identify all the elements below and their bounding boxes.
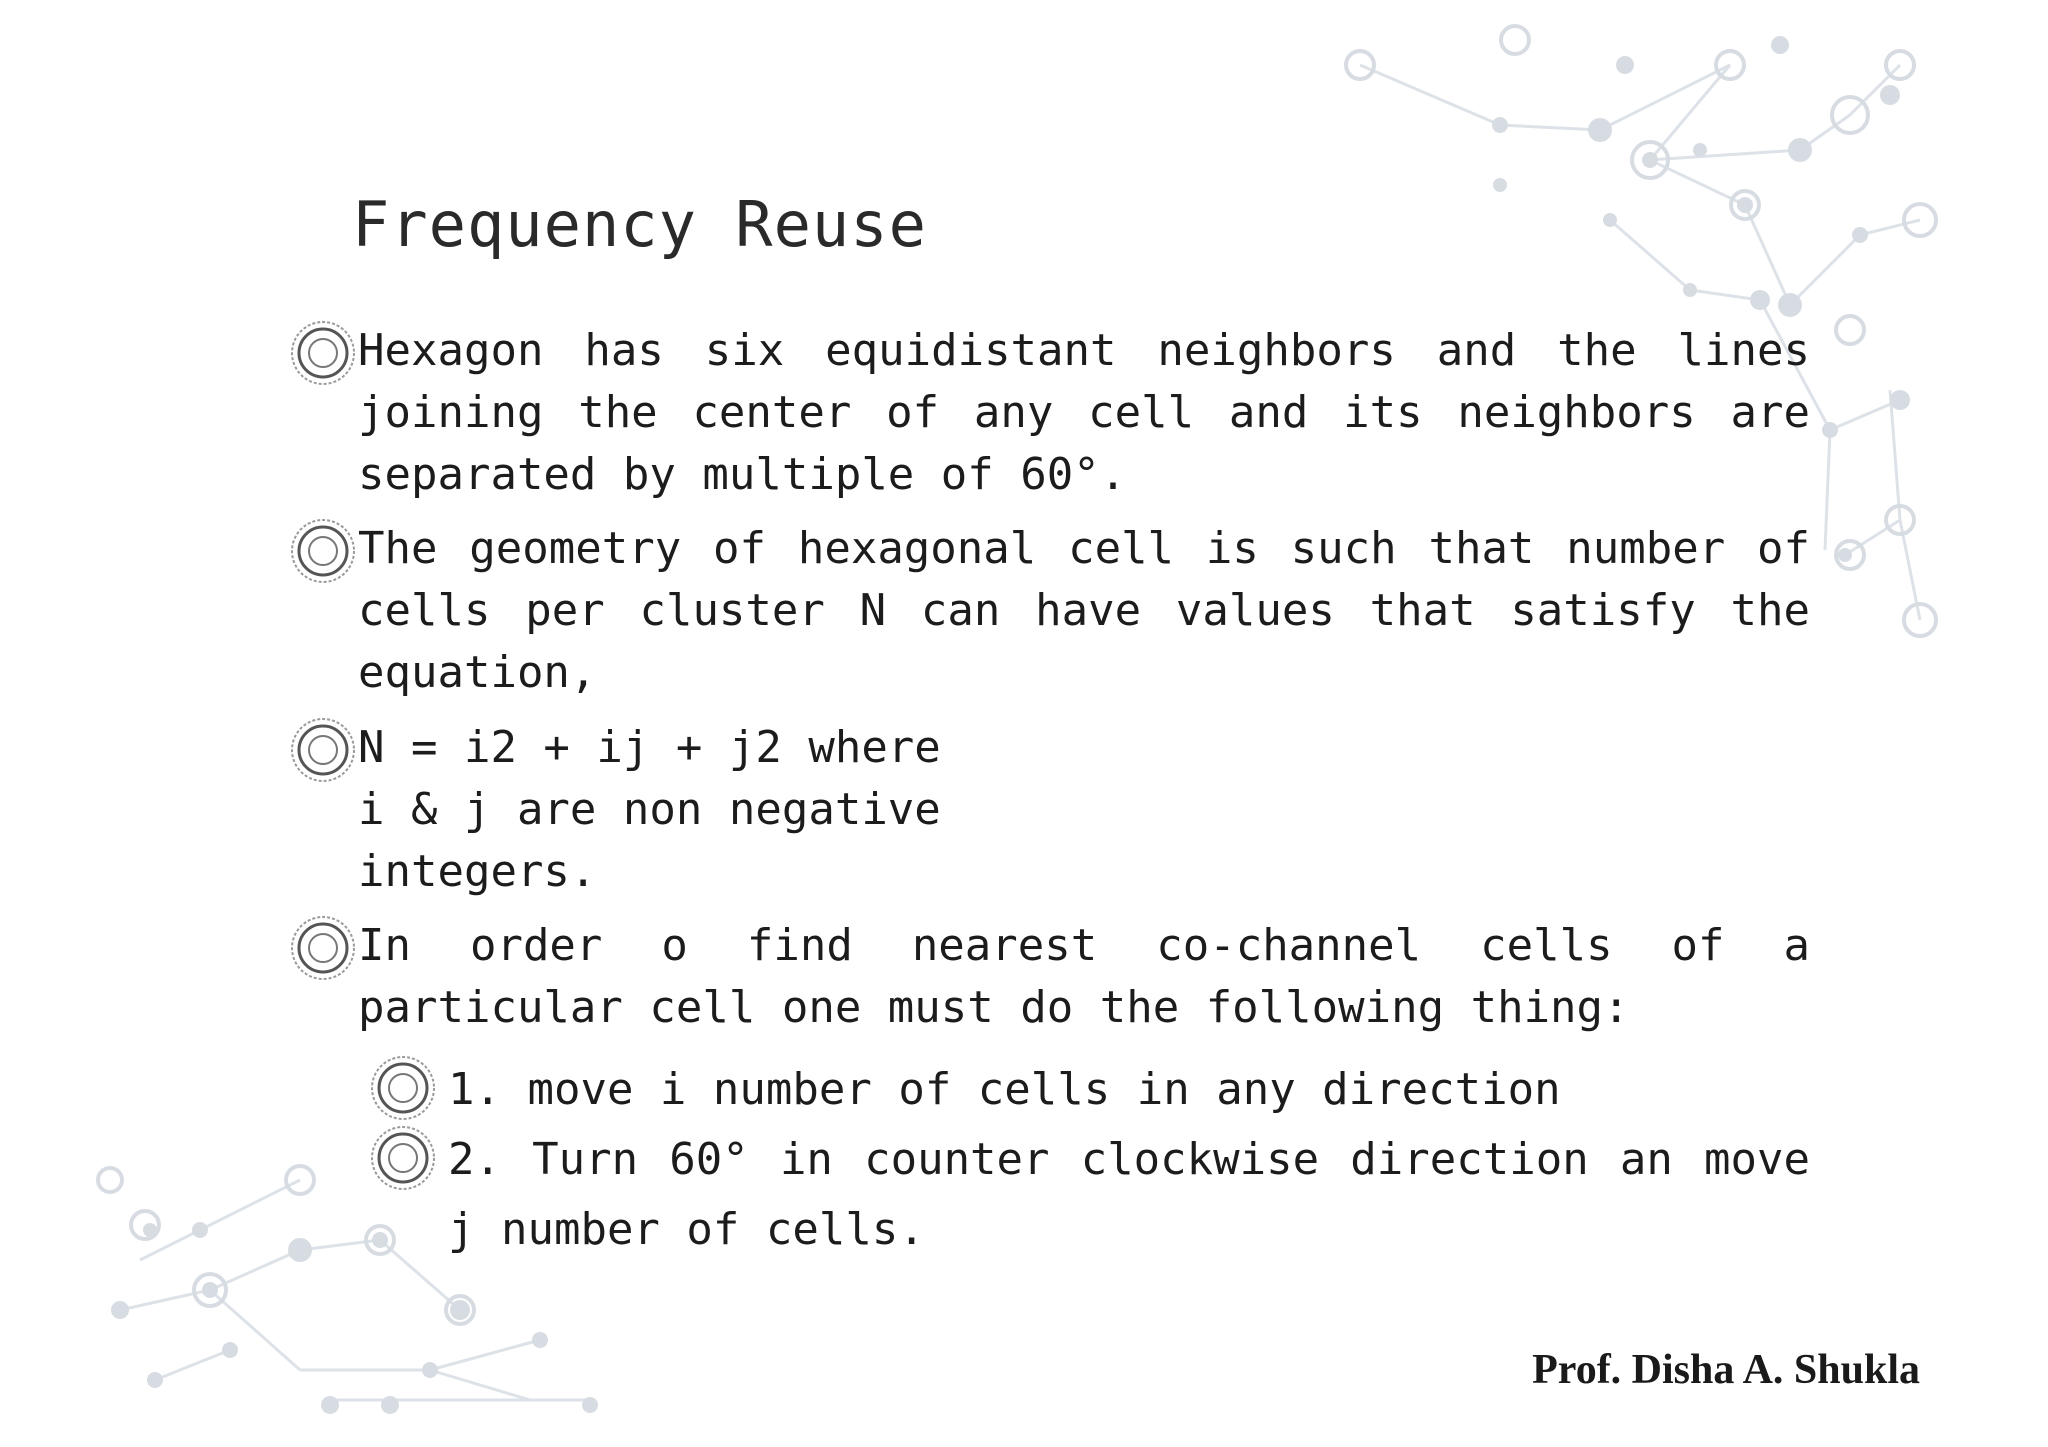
bullet-text: Hexagon has six equidistant neighbors and the lines joining the center of any cell and its neighbors are separated by multiple of 60°. bbox=[358, 325, 1810, 500]
sub-bullet-text: 1. move i number of cells in any direction bbox=[448, 1064, 1561, 1115]
bullet-icon bbox=[290, 915, 356, 981]
sub-bullet-item bbox=[370, 1125, 1810, 1265]
bullet-icon bbox=[290, 518, 356, 584]
bullet-item bbox=[290, 915, 1810, 1039]
sub-bullet-item bbox=[370, 1055, 1810, 1125]
bullet-text: The geometry of hexagonal cell is such that number of cells per cluster N can have values that satisfy the equation, bbox=[358, 523, 1810, 698]
bullet-icon bbox=[290, 320, 356, 386]
bullet-item bbox=[290, 518, 1810, 704]
bullet-item bbox=[290, 320, 1810, 506]
bullet-item bbox=[290, 717, 990, 903]
bullet-text: N = i2 + ij + j2 where i & j are non negative integers. bbox=[358, 722, 941, 897]
sub-bullet-icon bbox=[370, 1055, 436, 1121]
slide-title: Frequency Reuse bbox=[352, 188, 927, 261]
sub-bullet-text: 2. Turn 60° in counter clockwise direction an move j number of cells. bbox=[448, 1134, 1810, 1255]
bullet-text: In order o find nearest co-channel cells of a particular cell one must do the following thing: bbox=[358, 920, 1810, 1033]
author-name: Prof. Disha A. Shukla bbox=[1532, 1347, 1920, 1393]
bullet-icon bbox=[290, 717, 356, 783]
sub-bullet-icon bbox=[370, 1125, 436, 1191]
